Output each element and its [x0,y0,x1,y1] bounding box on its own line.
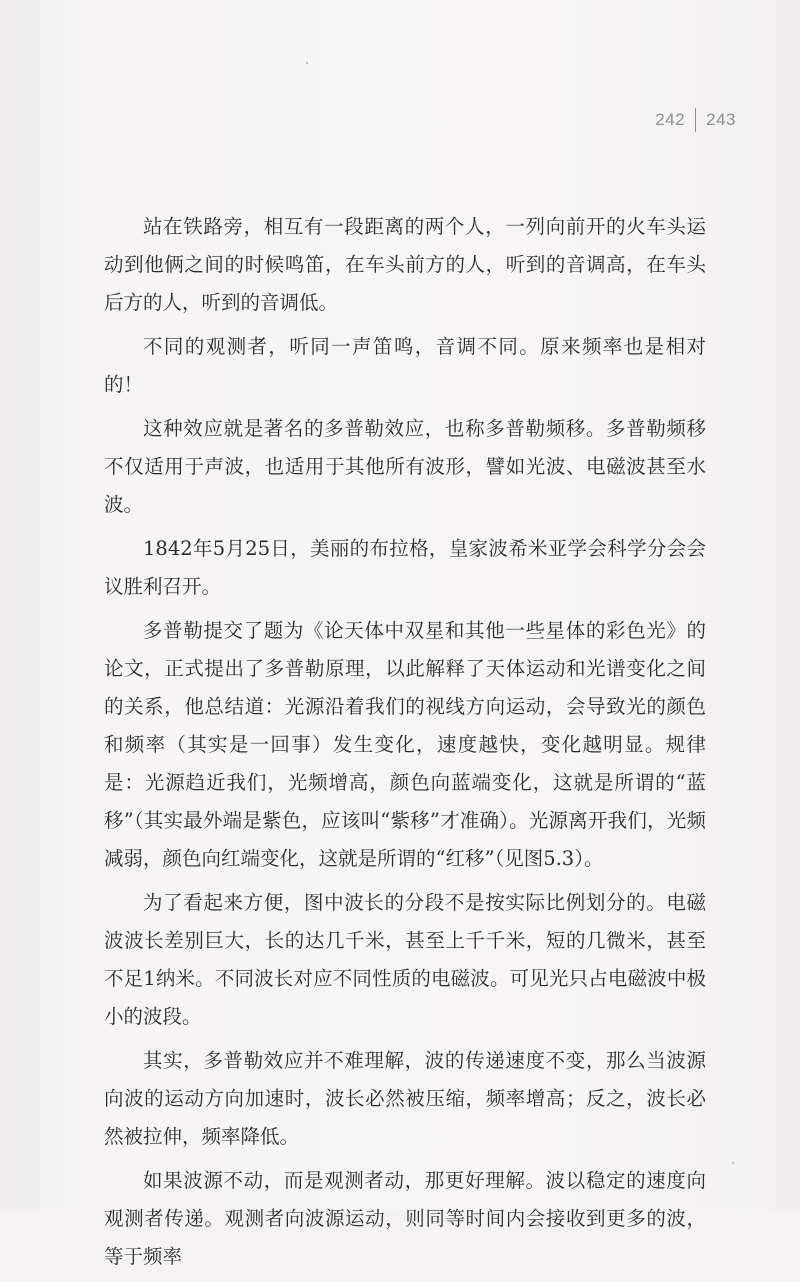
paragraph-8: 如果波源不动，而是观测者动，那更好理解。波以稳定的速度向观测者传递。观测者向波源运动，则同等时间内会接收到更多的波，等于频率 [104,1169,706,1268]
page-number-divider [695,108,696,132]
page-number-right: 243 [706,110,736,129]
paragraph-4: 1842年5月25日，美丽的布拉格，皇家波希米亚学会科学分会会议胜利召开。 [104,537,706,598]
paragraph-2: 不同的观测者，听同一声笛鸣，音调不同。原来频率也是相对的！ [104,335,706,396]
paragraph-5: 多普勒提交了题为《论天体中双星和其他一些星体的彩色光》的论文，正式提出了多普勒原理，以此解释了天体运动和光谱变化之间的关系，他总结道：光源沿着我们的视线方向运动，会导致光的颜色和频率（其实是一回事）发生变化，速度越快，变化越明显。规律是：光源趋近我们，光频增高，颜色向蓝端变化，这就是所谓的“蓝移”（其实最外端是紫色，应该叫“紫移”才准确）。光源离开我们，光频减弱，颜色向红端变化，这就是所谓的“红移”（见图5.3）。 [104,619,706,870]
paragraph-7: 其实，多普勒效应并不难理解，波的传递速度不变，那么当波源向波的运动方向加速时，波长必然被压缩，频率增高；反之，波长必然被拉伸，频率降低。 [104,1049,706,1148]
paragraph-6: 为了看起来方便，图中波长的分段不是按实际比例划分的。电磁波波长差别巨大，长的达几千米，甚至上千千米，短的几微米，甚至不足1纳米。不同波长对应不同性质的电磁波。可见光只占电磁波中极小的波段。 [104,891,706,1028]
page-number [655,108,736,132]
paragraph-1: 站在铁路旁，相互有一段距离的两个人，一列向前开的火车头运动到他俩之间的时候鸣笛，在车头前方的人，听到的音调高，在车头后方的人，听到的音调低。 [104,215,706,314]
scan-speck [732,1162,734,1164]
page-number-left: 242 [655,110,686,129]
scan-speck [306,62,308,64]
paragraph-3: 这种效应就是著名的多普勒效应，也称多普勒频移。多普勒频移不仅适用于声波，也适用于其他所有波形，譬如光波、电磁波甚至水波。 [104,417,706,516]
body-text [104,208,706,1282]
